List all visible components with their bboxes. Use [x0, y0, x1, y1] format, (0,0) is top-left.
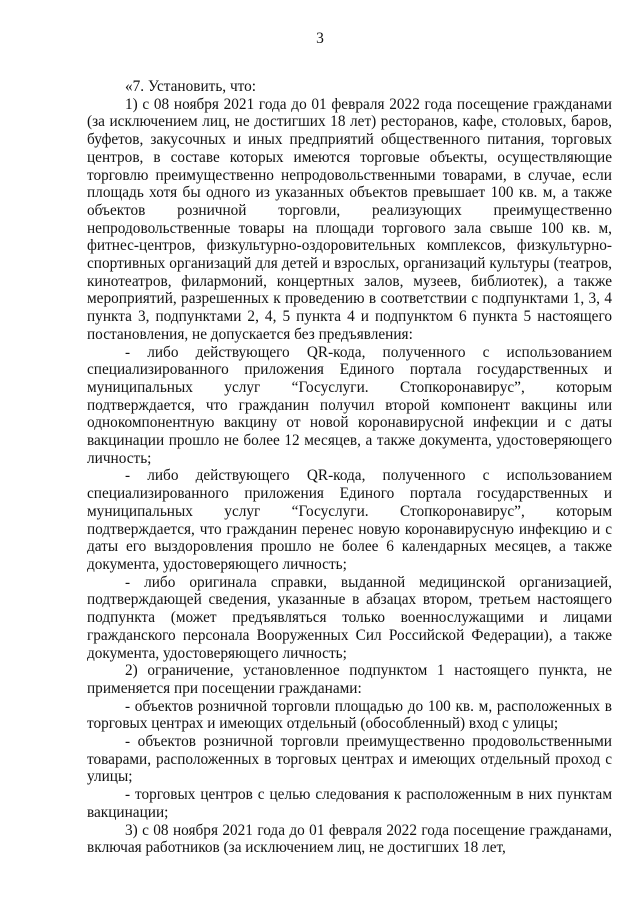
- paragraph-intro: «7. Установить, что:: [125, 78, 257, 95]
- paragraph-qr-recovery: - либо действующего QR-кода, полученного с использованием специализированного приложения Единого портала государственных и муниципальных услуг “Госуслуги. Стопкоронавирус”, которым подтверждается, что гражданин перенес новую коронавирусную инфекцию и с даты его выздоровления прошло не более 6 календарных месяцев, а также документа, удостоверяющего личность;: [87, 467, 612, 573]
- paragraph-qr-vaccination: - либо действующего QR-кода, полученного с использованием специализированного приложения Единого портала государственных и муниципальных услуг “Госуслуги. Стопкоронавирус”, которым подтверждается, что гражданин получил второй компонент вакцины или однокомпонентную вакцину от новой коронавирусной инфекции и с даты вакцинации прошло не более 12 месяцев, а также документа, удостоверяющего личность;: [87, 343, 612, 467]
- paragraph-small-retail: - объектов розничной торговли площадью до 100 кв. м, расположенных в торговых центрах и имеющих отдельный (обособленный) вход с улицы;: [87, 697, 612, 733]
- paragraph-food-retail: - объектов розничной торговли преимущественно продовольственными товарами, расположенных в торговых центрах и имеющих отдельный проход с улицы;: [87, 733, 612, 786]
- document-body: [87, 78, 612, 857]
- paragraph-medical-certificate: - либо оригинала справки, выданной медицинской организацией, подтверждающей сведения, указанные в абзацах втором, третьем настоящего подпункта (может предъявляться только военнослужащими и лицами гражданского персонала Вооруженных Сил Российской Федерации), а также документа, удостоверяющего личность;: [87, 573, 612, 662]
- paragraph-vaccination-points: - торговых центров с целью следования к расположенным в них пунктам вакцинации;: [87, 786, 612, 821]
- page-number: 3: [316, 30, 324, 47]
- paragraph-subitem-2: 2) ограничение, установленное подпунктом 1 настоящего пункта, не применяется при посещении гражданами:: [87, 662, 612, 697]
- paragraph-subitem-1: 1) с 08 ноября 2021 года до 01 февраля 2022 года посещение гражданами (за исключением лиц, не достигших 18 лет) ресторанов, кафе, столовых, баров, буфетов, закусочных и иных предприятий общественного питания, торговых центров, в составе которых имеются торговые объекты, осуществляющие торговлю преимущественно непродовольственными товарами, в случае, если площадь хотя бы одного из указанных объектов превышает 100 кв. м, а также объектов розничной торговли, реализующих преимущественно непродовольственные товары на площади торгового зала свыше 100 кв. м, фитнес-центров, физкультурно-оздоровительных комплексов, физкультурно-спортивных организаций для детей и взрослых, организаций культуры (театров, кинотеатров, филармоний, концертных залов, музеев, библиотек), а также мероприятий, разрешенных к проведению в соответствии с подпунктами 1, 3, 4 пункта 3, подпунктами 2, 4, 5 пункта 4 и подпунктом 6 пункта 5 настоящего постановления, не допускается без предъявления:: [87, 95, 612, 343]
- paragraph-subitem-3: 3) с 08 ноября 2021 года до 01 февраля 2022 года посещение гражданами, включая работников (за исключением лиц, не достигших 18 лет,: [87, 821, 612, 857]
